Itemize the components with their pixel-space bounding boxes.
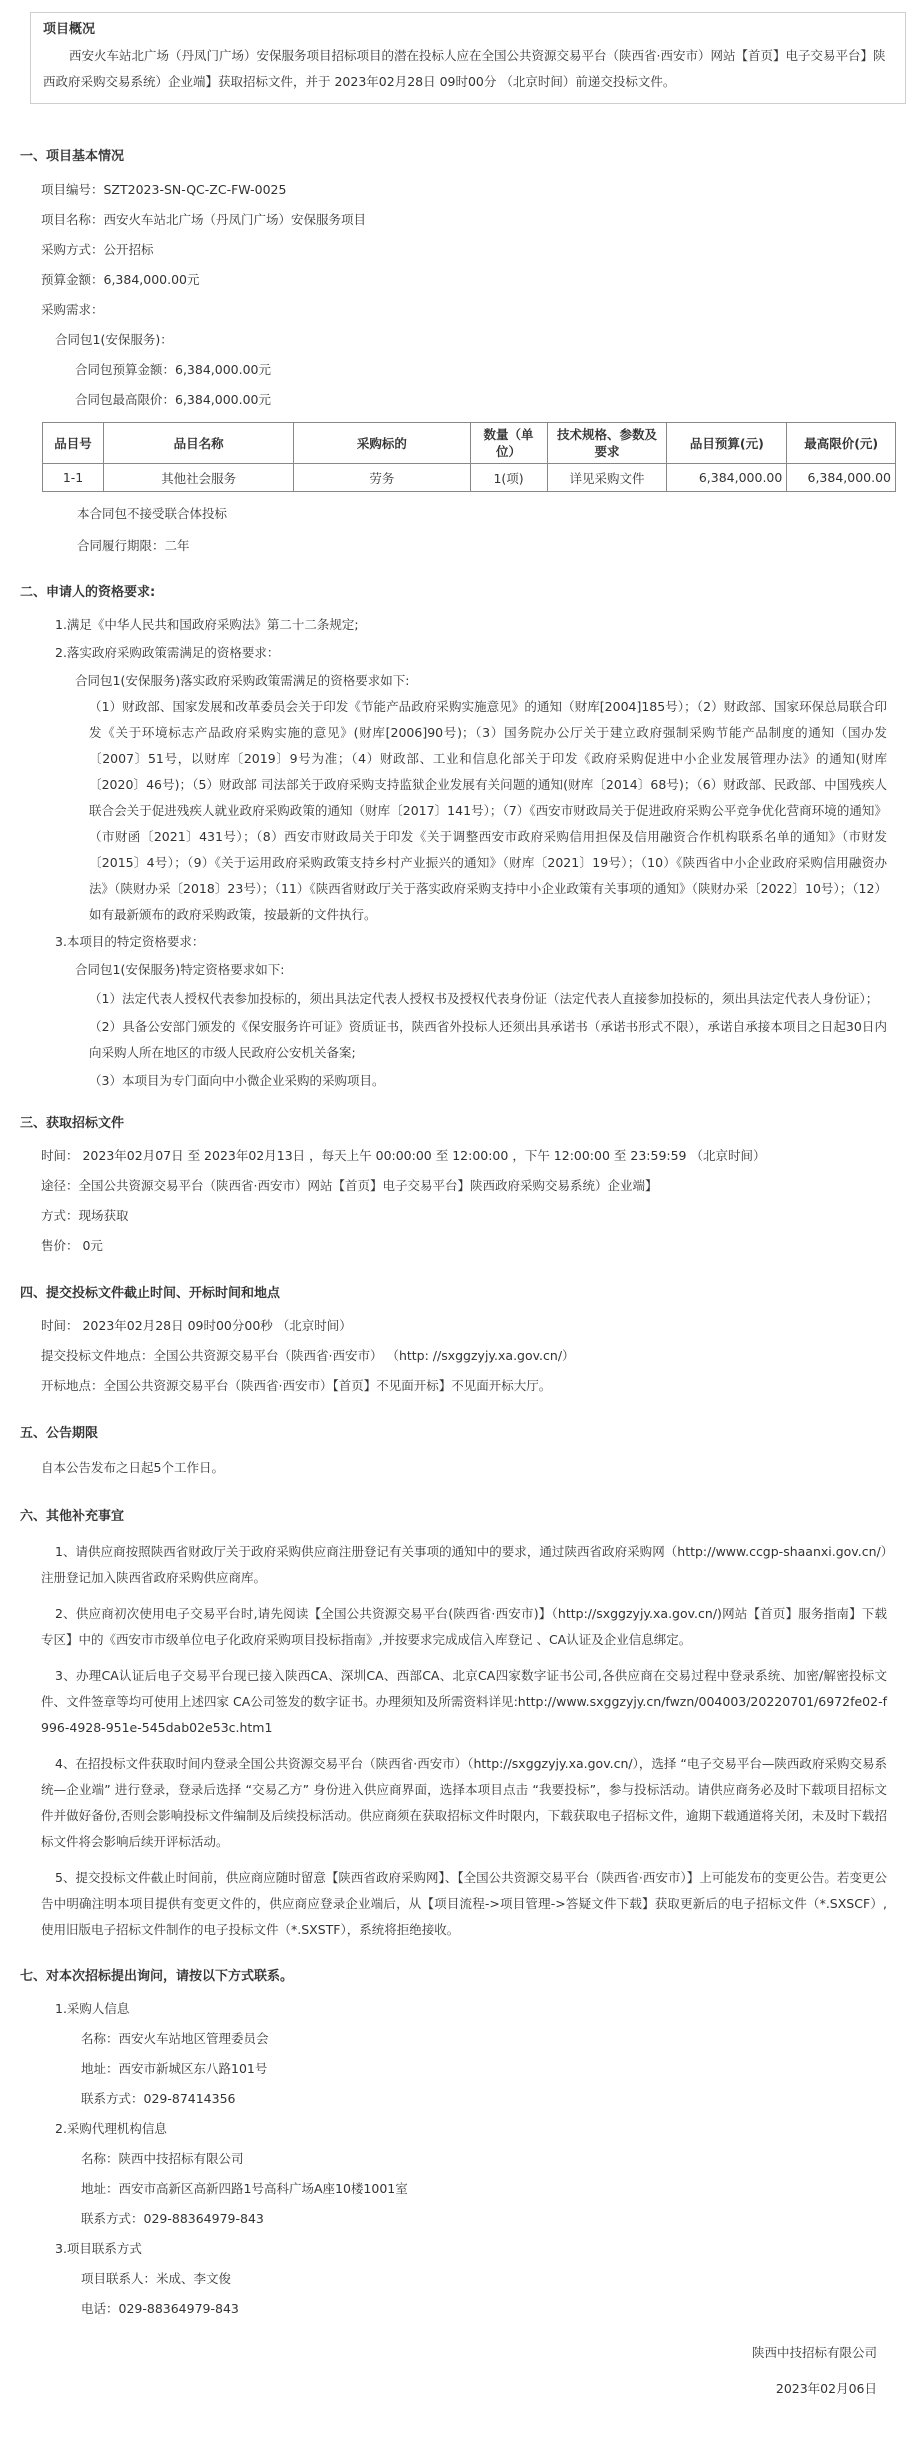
procurement-method: 采购方式：公开招标 xyxy=(41,242,154,257)
section-4-title: 四、提交投标文件截止时间、开标时间和地点 xyxy=(20,1286,281,1301)
package-max-price: 合同包最高限价：6,384,000.00元 xyxy=(75,392,271,407)
qualification-2: 2.落实政府采购政策需满足的资格要求： xyxy=(55,645,280,660)
policy-requirements-text: （1）财政部、国家发展和改革委员会关于印发《节能产品政府采购实施意见》的通知（财库[2004]185号）；（2）财政部、国家环保总局联合印发《关于环境标志产品政府采购实施的意见》(财库[2006]90号)；（3）国务院办公厅关于建立政府强制采购节能产品制度的通知（国办发〔2007〕51号，以财库〔2019〕9号为准；（4）财政部、工业和信息化部关于印发《政府采购促进中小企业发展管理办法》的通知(财库〔2020〕46号)；（5）财政部 司法部关于政府采购支持监狱企业发展有关问题的通知(财库〔2014〕68号)；（6）财政部、民政部、中国残疾人联合会关于促进残疾人就业政府采购政策的通知（财库〔2017〕141号）；（7）《西安市财政局关于促进政府采购公平竞争优化营商环境的通知》（市财函〔2021〕431号）；（8）西安市财政局关于印发《关于调整西安市政府采购信用担保及信用融资合作机构联系名单的通知》（市财发〔2015〕4号）；（9）《关于运用政府采购政策支持乡村产业振兴的通知》（财库〔2021〕19号）；（10）《陕西省中小企业政府采购信用融资办法》（陕财办采〔2018〕23号）；（11）《陕西省财政厅关于落实政府采购支持中小企业政策有关事项的通知》（陕财办采〔2022〕10号）；（12）如有最新颁布的政府采购政策，按最新的文件执行。 xyxy=(89,699,887,922)
project-contact-phone: 电话：029-88364979-843 xyxy=(81,2301,239,2316)
overview-box xyxy=(30,12,906,104)
section-2-title: 二、申请人的资格要求: xyxy=(20,585,156,600)
special-requirement-2: （2）具备公安部门颁发的《保安服务许可证》资质证书，陕西省外投标人还须出具承诺书（承诺书形式不限），承诺自承接本项目之日起30日内向采购人所在地区的市级人民政府公安机关备案; xyxy=(89,1019,887,1060)
supplementary-5: 5、提交投标文件截止时间前，供应商应随时留意【陕西省政府采购网】、【全国公共资源交易平台（陕西省·西安市）】上可能发布的变更公告。若变更公告中明确注明本项目提供有变更文件的，供应商应登录企业端后，从【项目流程->项目管理->答疑文件下载】获取更新后的电子招标文件（*.SXSCF）,使用旧版电子招标文件制作的电子投标文件（*.SXSTF），系统将拒绝接收。 xyxy=(41,1870,887,1937)
overview-text: 西安火车站北广场（丹凤门广场）安保服务项目招标项目的潜在投标人应在全国公共资源交易平台（陕西省·西安市）网站【首页】电子交易平台】陕西政府采购交易系统）企业端】获取招标文件，并于 2023年02月28日 09时00分 （北京时间）前递交投标文件。 xyxy=(43,48,886,89)
section-1-title: 一、项目基本情况 xyxy=(20,149,125,164)
opening-location: 开标地点：全国公共资源交易平台（陕西省·西安市）【首页】不见面开标】不见面开标大厅。 xyxy=(41,1378,552,1393)
special-requirement-3: （3）本项目为专门面向中小微企业采购的采购项目。 xyxy=(89,1073,385,1088)
table-header: 技术规格、参数及要求 xyxy=(547,423,667,464)
supplementary-4: 4、在招投标文件获取时间内登录全国公共资源交易平台（陕西省·西安市）（http://sxggzyjy.xa.gov.cn/），选择 “电子交易平台—陕西政府采购交易系统—企业端” 进行登录，登录后选择 “交易乙方” 身份进入供应商界面，选择本项目点击 “我要投标”，参与投标活动。请供应商务必及时下载项目招标文件并做好备份,否则会影响投标文件编制及后续投标活动。供应商须在获取招标文件时限内，下载获取电子招标文件，逾期下载通道将关闭，未及时下载招标文件将会影响后续开评标活动。 xyxy=(41,1756,887,1849)
issuer-name: 陕西中技招标有限公司 xyxy=(751,2345,877,2360)
policy-requirements-intro: 合同包1(安保服务)落实政府采购政策需满足的资格要求如下: xyxy=(75,673,410,688)
section-5-title: 五、公告期限 xyxy=(20,1426,99,1441)
table-cell: 劳务 xyxy=(294,464,470,492)
document-time: 时间： 2023年02月07日 至 2023年02月13日 ，每天上午 00:00:00 至 12:00:00 ，下午 12:00:00 至 23:59:59 （北京时间） xyxy=(41,1148,766,1163)
contract-term: 合同履行期限：二年 xyxy=(77,538,190,553)
procurement-requirements: 采购需求： xyxy=(41,302,104,317)
purchaser-address: 地址：西安市新城区东八路101号 xyxy=(81,2061,268,2076)
table-header: 品目名称 xyxy=(104,423,294,464)
section-7-title: 七、对本次招标提出询问，请按以下方式联系。 xyxy=(20,1969,294,1984)
supplementary-2: 2、供应商初次使用电子交易平台时,请先阅读【全国公共资源交易平台(陕西省·西安市)】（http://sxggzyjy.xa.gov.cn/)网站【首页】服务指南】下载专区】中的《西安市市级单位电子化政府采购项目投标指南》,并按要求完成成信入库登记 、CA认证及企业信息绑定。 xyxy=(41,1606,887,1647)
table-header: 品目预算(元) xyxy=(667,423,787,464)
special-requirements-intro: 合同包1(安保服务)特定资格要求如下: xyxy=(75,962,285,977)
project-number: 项目编号：SZT2023-SN-QC-ZC-FW-0025 xyxy=(41,182,287,197)
submission-location: 提交投标文件地点：全国公共资源交易平台（陕西省·西安市） （http: //sxggzyjy.xa.gov.cn/） xyxy=(41,1348,575,1363)
agency-phone: 联系方式：029-88364979-843 xyxy=(81,2211,264,2226)
qualification-3: 3.本项目的特定资格要求： xyxy=(55,934,205,949)
consortium-note: 本合同包不接受联合体投标 xyxy=(77,506,228,521)
table-header: 数量（单位） xyxy=(470,423,547,464)
table-header: 品目号 xyxy=(43,423,104,464)
table-cell: 6,384,000.00 xyxy=(787,464,896,492)
agency-address: 地址：西安市高新区高新四路1号高科广场A座10楼1001室 xyxy=(81,2181,408,2196)
issue-date: 2023年02月06日 xyxy=(775,2381,877,2396)
supplementary-3: 3、办理CA认证后电子交易平台现已接入陕西CA、深圳CA、西部CA、北京CA四家数字证书公司,各供应商在交易过程中登录系统、加密/解密投标文件、文件签章等均可使用上述四家 CA公司签发的数字证书。办理须知及所需资料详见:http://www.sxggzyjy.cn/fwzn/004003/20220701/6972fe02-f996-4928-951e-545dab02e53c.htm1 xyxy=(41,1668,887,1735)
package-budget: 合同包预算金额：6,384,000.00元 xyxy=(75,362,271,377)
purchaser-phone: 联系方式：029-87414356 xyxy=(81,2091,236,2106)
agency-name: 名称：陕西中技招标有限公司 xyxy=(81,2151,244,2166)
deadline-time: 时间： 2023年02月28日 09时00分00秒 （北京时间） xyxy=(41,1318,352,1333)
table-cell: 详见采购文件 xyxy=(547,464,667,492)
supplementary-1: 1、请供应商按照陕西省财政厅关于政府采购供应商注册登记有关事项的通知中的要求，通过陕西省政府采购网（http://www.ccgp-shaanxi.gov.cn/）注册登记加入陕西省政府采购供应商库。 xyxy=(41,1544,887,1585)
table-cell: 1-1 xyxy=(43,464,104,492)
announcement-page xyxy=(0,12,909,2464)
table-header: 最高限价(元) xyxy=(787,423,896,464)
section-6-title: 六、其他补充事宜 xyxy=(20,1509,125,1524)
document-price: 售价： 0元 xyxy=(41,1238,103,1253)
purchaser-info-heading: 1.采购人信息 xyxy=(55,2001,130,2016)
section-3-title: 三、获取招标文件 xyxy=(20,1116,125,1131)
agency-info-heading: 2.采购代理机构信息 xyxy=(55,2121,167,2136)
table-cell: 其他社会服务 xyxy=(104,464,294,492)
table-cell: 1(项) xyxy=(470,464,547,492)
project-contact-heading: 3.项目联系方式 xyxy=(55,2241,142,2256)
items-table xyxy=(42,422,896,492)
document-channel: 途径：全国公共资源交易平台（陕西省·西安市）网站【首页】电子交易平台】陕西政府采购交易系统）企业端】 xyxy=(41,1178,658,1193)
overview-title: 项目概况 xyxy=(43,22,96,37)
table-header: 采购标的 xyxy=(294,423,470,464)
project-contact-person: 项目联系人：米成、李文俊 xyxy=(81,2271,232,2286)
contract-package: 合同包1(安保服务)： xyxy=(55,332,173,347)
table-cell: 6,384,000.00 xyxy=(667,464,787,492)
budget-amount: 预算金额：6,384,000.00元 xyxy=(41,272,200,287)
special-requirement-1: （1）法定代表人授权代表参加投标的，须出具法定代表人授权书及授权代表身份证（法定代表人直接参加投标的，须出具法定代表人身份证）； xyxy=(89,991,879,1006)
document-mode: 方式：现场获取 xyxy=(41,1208,129,1223)
announcement-period: 自本公告发布之日起5个工作日。 xyxy=(41,1460,224,1475)
table-header-row xyxy=(43,423,896,464)
purchaser-name: 名称：西安火车站地区管理委员会 xyxy=(81,2031,269,2046)
project-name: 项目名称：西安火车站北广场（丹凤门广场）安保服务项目 xyxy=(41,212,367,227)
qualification-1: 1.满足《中华人民共和国政府采购法》第二十二条规定; xyxy=(55,617,359,632)
table-row xyxy=(43,464,896,492)
